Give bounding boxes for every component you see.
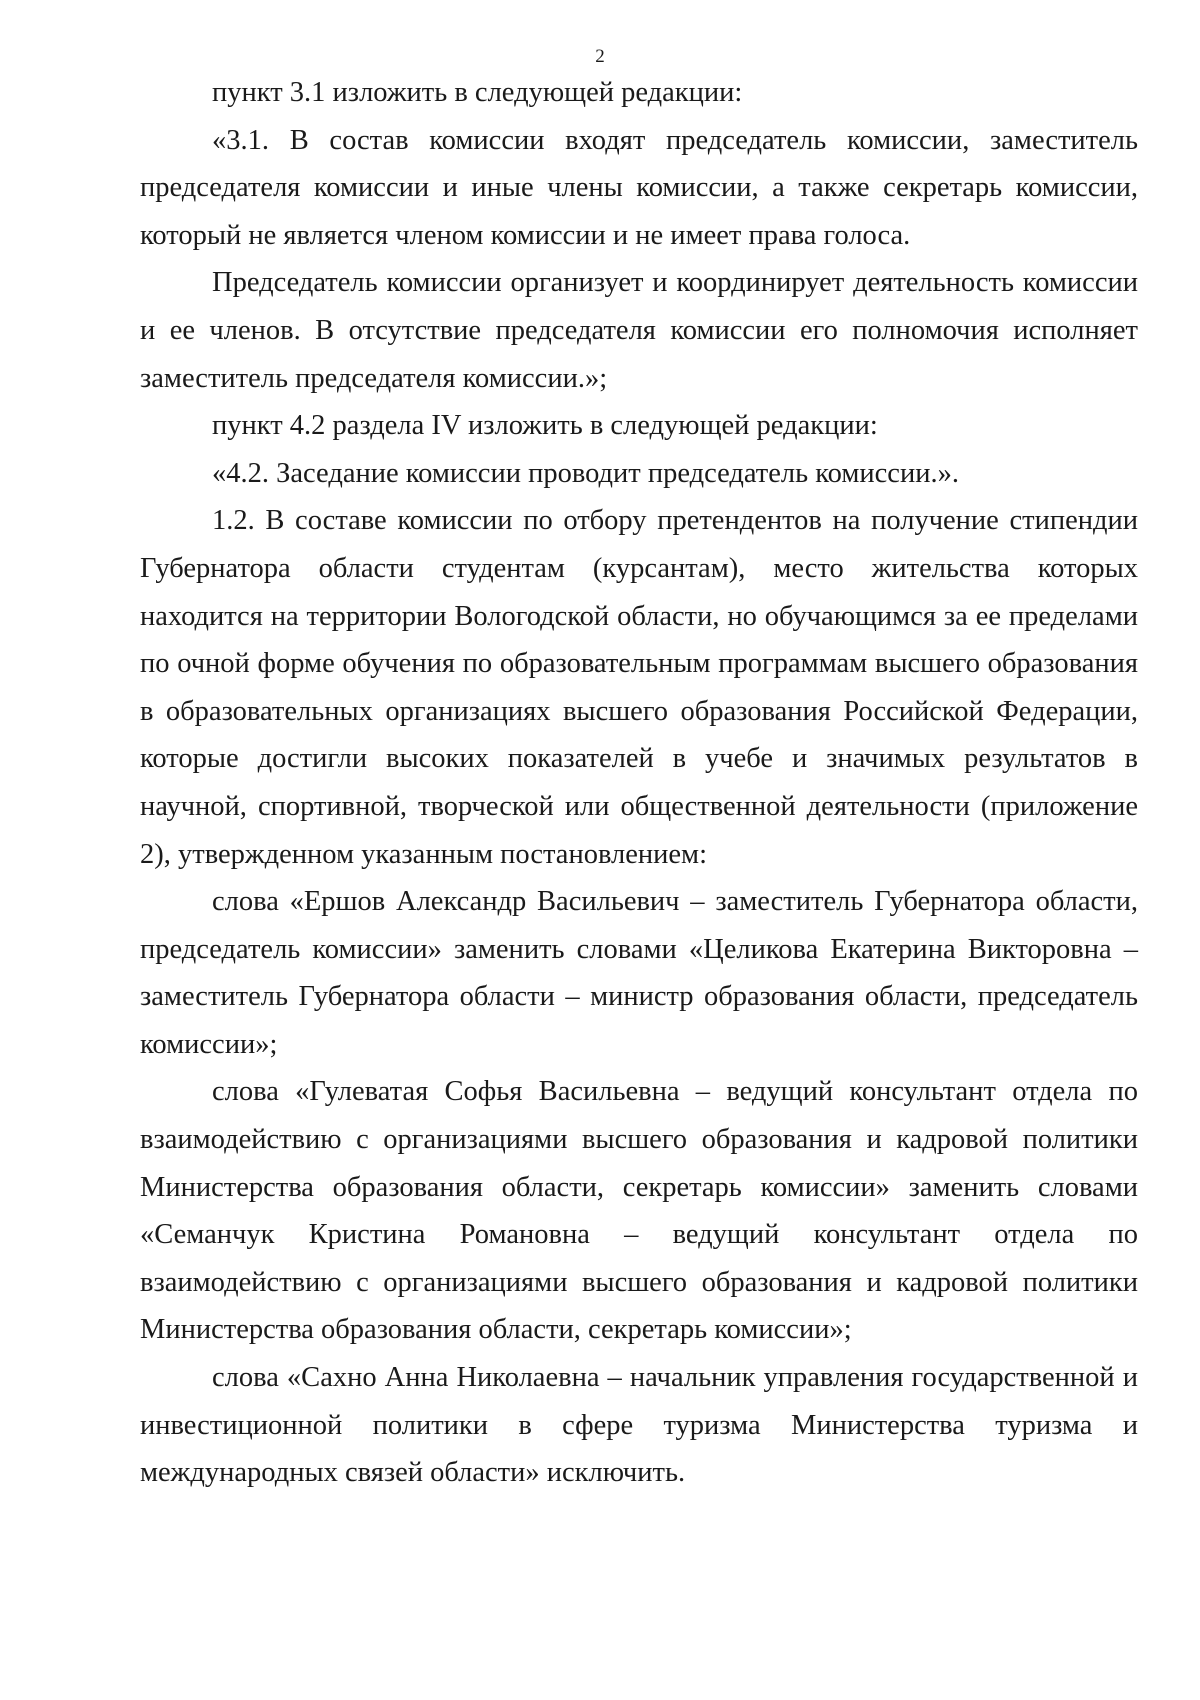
- paragraph-replace-chairman: слова «Ершов Александр Васильевич – заместитель Губернатора области, председатель комиссии» заменить словами «Целикова Екатерина Викторовна – заместитель Губернатора области – министр образования области, председатель комиссии»;: [140, 886, 1138, 1060]
- paragraph-clause-4-2-text: «4.2. Заседание комиссии проводит председатель комиссии.».: [212, 457, 959, 489]
- page-number: 2: [595, 46, 605, 67]
- paragraph-exclude-member: слова «Сахно Анна Николаевна – начальник управления государственной и инвестиционной политики в сфере туризма Министерства туризма и международных связей области» исключить.: [140, 1362, 1138, 1489]
- paragraph-chairman-duties: Председатель комиссии организует и координирует деятельность комиссии и ее членов. В отсутствие председателя комиссии его полномочия исполняет заместитель председателя комиссии.»;: [140, 267, 1138, 394]
- paragraph-replace-secretary: слова «Гулеватая Софья Васильевна – ведущий консультант отдела по взаимодействию с организациями высшего образования и кадровой политики Министерства образования области, секретарь комиссии» заменить словами «Семанчук Кристина Романовна – ведущий консультант отдела по взаимодействию с организациями высшего образования и кадровой политики Министерства образования области, секретарь комиссии»;: [140, 1076, 1138, 1346]
- paragraph-clause-4-2-intro: пункт 4.2 раздела IV изложить в следующей редакции:: [212, 410, 878, 442]
- document-body: [140, 69, 1138, 1497]
- paragraph-item-1-2: 1.2. В составе комиссии по отбору претендентов на получение стипендии Губернатора области студентам (курсантам), место жительства которых находится на территории Вологодской области, но обучающимся за ее пределами по очной форме обучения по образовательным программам высшего образования в образовательных организациях высшего образования Российской Федерации, которые достигли высоких показателей в учебе и значимых результатов в научной, спортивной, творческой или общественной деятельности (приложение 2), утвержденном указанным постановлением:: [140, 505, 1138, 870]
- paragraph-clause-3-1-intro: пункт 3.1 изложить в следующей редакции:: [212, 77, 743, 108]
- paragraph-clause-3-1-text: «3.1. В состав комиссии входят председатель комиссии, заместитель председателя комиссии и иные члены комиссии, а также секретарь комиссии, который не является членом комиссии и не имеет права голоса.: [140, 124, 1138, 251]
